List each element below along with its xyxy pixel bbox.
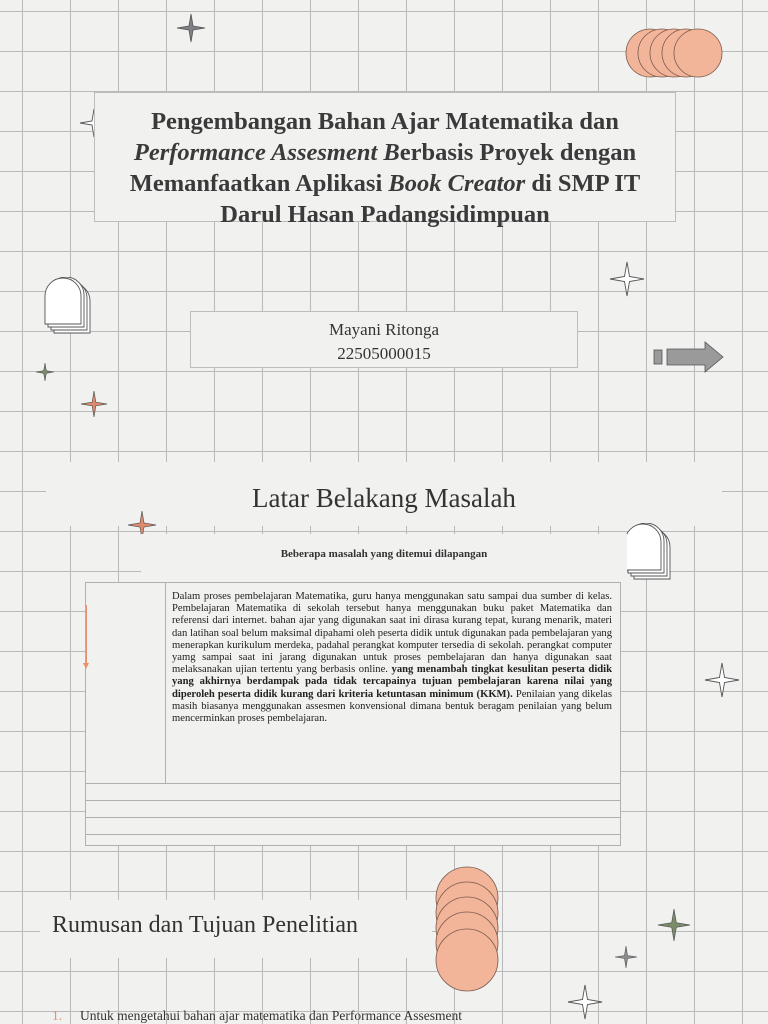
stacked-arch-decoration — [624, 523, 676, 581]
accent-arrow-tip — [83, 663, 89, 669]
title-italic-2: Book Creator — [388, 170, 526, 197]
title-panel — [94, 92, 676, 228]
sparkle-icon — [80, 390, 108, 418]
divider — [86, 834, 620, 835]
section-heading-latar: Latar Belakang Masalah — [252, 483, 516, 513]
sparkle-outline-icon — [704, 662, 740, 698]
body-text-normal: Dalam proses pembelajaran Matematika, guru hanya menggunakan satu sampai dua sumber di kelas. Pembelajaran Matematika di sekolah tersebut hanya menggunakan buku paket Matematika dan referensi dari internet. bahan ajar yang digunakan saat ini dirasa kurang tepat, kurang menarik, materi dan latihan soal belum maksimal dipahami oleh peserta didik untuk digunakan pada pembelajaran yang menerapkan kurikulum merdeka, padahal perangkat komputer tersedia di sekolah. perangkat computer yamg sampai saat ini jarang digunakan untuk proses pembelajaran dan hanya digunakan saat melaksanakan ujian tertentu yang berbasis online. — [172, 591, 612, 676]
divider — [86, 783, 620, 784]
body-paragraph — [172, 591, 612, 725]
body-text-bold: yang menambah tingkat kesulitan peserta didik yang akhirnya berdampak pada tidak tercapainya tujuan pembelajaran karena nilai yang diperoleh peserta didik kurang dari kriteria ketuntasan minimum (KKM). — [172, 664, 612, 700]
list-item — [52, 1008, 572, 1024]
author-name: Mayani Ritonga — [328, 320, 439, 339]
list-number: 1. — [52, 1008, 63, 1023]
divider — [86, 800, 620, 801]
title-line-2: erbasis Proyek dengan — [399, 139, 637, 166]
accent-line — [86, 605, 87, 665]
content-frame — [85, 582, 621, 846]
section-heading-rumusan: Rumusan dan Tujuan Penelitian — [52, 912, 358, 938]
title-line-3: Memanfaatkan Aplikasi — [129, 170, 383, 197]
title-line-3b: di SMP IT — [531, 170, 641, 197]
arrow-right-icon — [653, 340, 725, 374]
section-subheading: Beberapa masalah yang ditemui dilapangan — [280, 548, 488, 560]
rumusan-heading-panel — [40, 900, 432, 958]
sparkle-icon — [35, 362, 55, 382]
divider — [165, 583, 166, 783]
title-line-1: Pengembangan Bahan Ajar Matematika dan — [151, 108, 619, 135]
title-line-4: Darul Hasan Padangsidimpuan — [220, 201, 550, 228]
body-text-end: Penilaian yang dikelas masih biasanya menggunakan assesmen konvensional dimana bentuk beragam penilaian yang belum mencerminkan proses pembelajaran. — [172, 688, 612, 725]
author-panel — [190, 311, 578, 368]
circles-decoration — [433, 865, 501, 995]
list-text: Untuk mengetahui bahan ajar matematika dan Performance Assesment — [80, 1008, 462, 1023]
title-italic-1: Performance Assesment B — [133, 139, 400, 166]
sparkle-icon — [657, 908, 691, 942]
stacked-arch-decoration — [44, 277, 96, 335]
sparkle-outline-icon — [567, 984, 603, 1020]
author-id: 22505000015 — [337, 344, 431, 363]
page-title — [95, 93, 675, 230]
subheading-panel — [141, 534, 627, 584]
circles-decoration — [625, 26, 725, 82]
divider — [86, 817, 620, 818]
sparkle-outline-icon — [609, 261, 645, 297]
sparkle-icon — [614, 945, 638, 969]
sparkle-icon — [176, 13, 206, 43]
